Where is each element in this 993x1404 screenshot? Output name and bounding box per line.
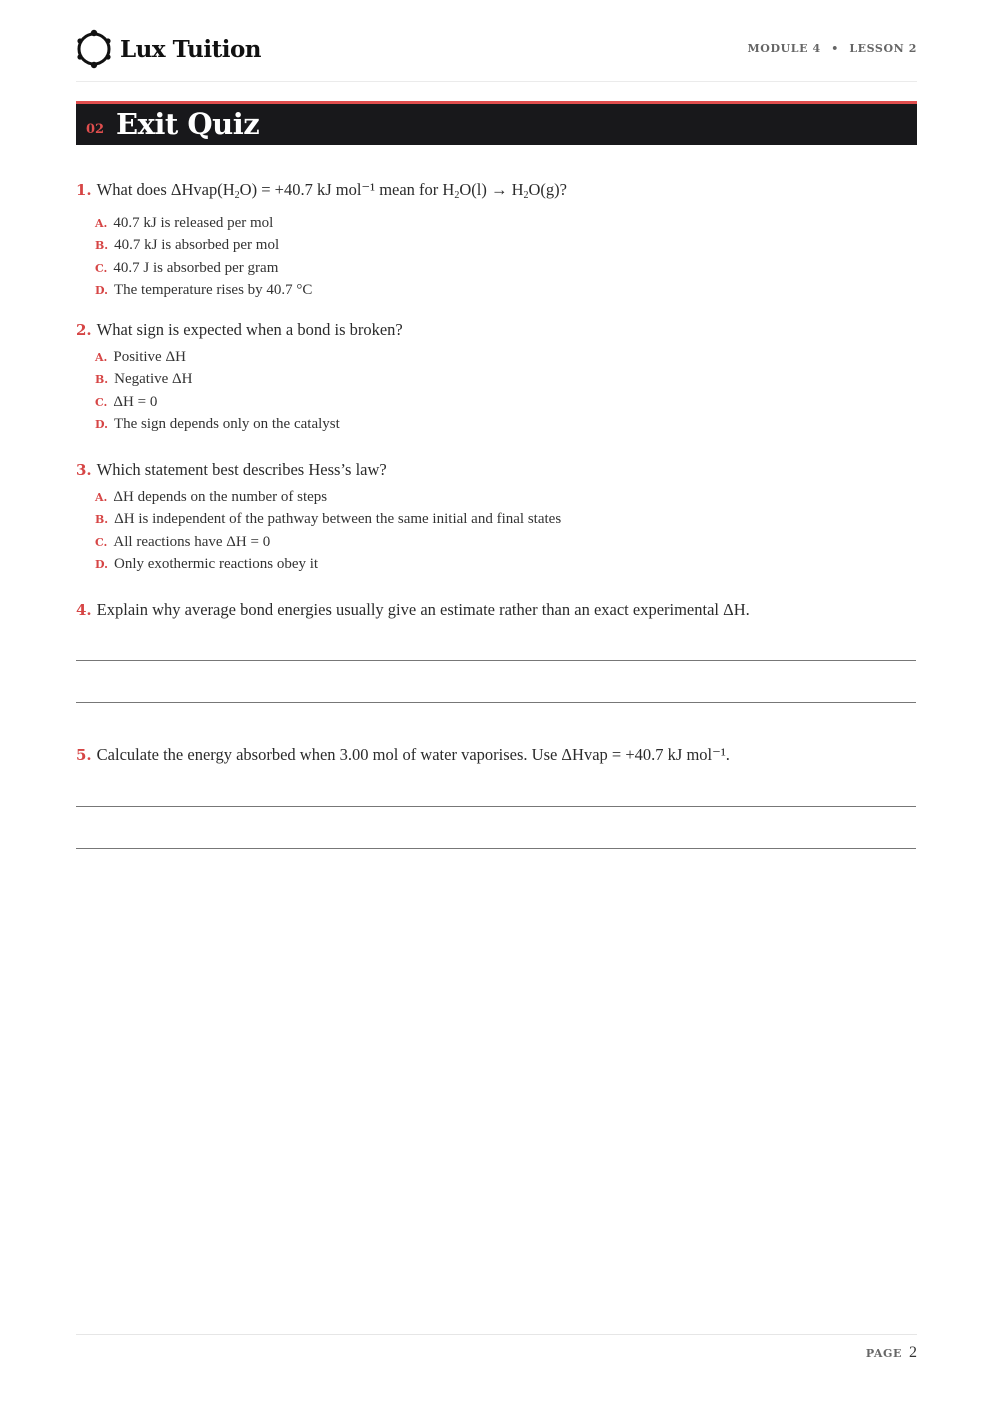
option-text: The temperature rises by 40.7 °C <box>113 281 313 298</box>
question-5 <box>76 745 917 765</box>
page-number: 2 <box>909 1344 917 1361</box>
question-number: 1. <box>76 181 92 199</box>
option-letter: C. <box>95 535 108 549</box>
option-text: Negative ΔH <box>114 371 193 388</box>
page-header <box>76 28 917 72</box>
question-2 <box>76 320 917 435</box>
module-lesson-tag <box>748 42 918 55</box>
option-d[interactable] <box>95 279 917 301</box>
option-d[interactable] <box>95 553 917 575</box>
option-letter: D. <box>95 557 108 571</box>
stem-text: Which statement best describes Hess’s law? <box>96 460 387 479</box>
option-letter: D. <box>95 417 108 431</box>
subscript: 2 <box>523 190 529 201</box>
option-letter: B. <box>95 239 109 253</box>
stem-text: Calculate the energy absorbed when 3.00 mol of water vaporises. Use ΔHvap = +40.7 kJ mol⁻¹. <box>96 745 730 764</box>
option-text: All reactions have ΔH = 0 <box>113 533 271 550</box>
option-letter: B. <box>95 373 109 387</box>
stem-text: Explain why average bond energies usually give an estimate rather than an exact experimental ΔH. <box>96 600 750 619</box>
question-number: 5. <box>76 746 92 764</box>
page-footer <box>866 1344 917 1362</box>
option-letter: A. <box>95 491 108 504</box>
option-c[interactable] <box>95 391 917 413</box>
answer-line[interactable] <box>76 702 916 703</box>
option-a[interactable] <box>95 212 917 234</box>
stem-text: O(l) → H <box>459 180 524 199</box>
question-4 <box>76 600 917 620</box>
question-stem <box>76 600 917 620</box>
option-b[interactable] <box>95 508 917 530</box>
subscript: 2 <box>234 190 240 201</box>
question-stem <box>76 320 917 340</box>
option-b[interactable] <box>95 368 917 390</box>
option-text: ΔH = 0 <box>113 393 158 410</box>
stem-text: O(g)? <box>528 180 567 199</box>
option-list <box>95 486 917 575</box>
question-number: 2. <box>76 321 92 339</box>
option-letter: C. <box>95 261 108 275</box>
page-label: PAGE <box>865 1347 902 1360</box>
option-letter: A. <box>95 351 108 364</box>
answer-line[interactable] <box>76 660 916 661</box>
option-d[interactable] <box>95 413 917 435</box>
question-number: 3. <box>76 461 92 479</box>
stem-text: What sign is expected when a bond is broken? <box>96 320 403 339</box>
subscript: 2 <box>454 190 460 201</box>
option-letter: A. <box>95 217 108 230</box>
question-3 <box>76 460 917 575</box>
question-stem <box>76 180 917 206</box>
brand <box>76 28 261 70</box>
option-a[interactable] <box>95 346 917 368</box>
lesson-label: LESSON 2 <box>849 42 917 55</box>
stem-text: O) = +40.7 kJ mol⁻¹ mean for H <box>239 180 455 199</box>
option-text: ΔH depends on the number of steps <box>113 489 328 505</box>
logo-icon <box>76 28 112 70</box>
answer-line[interactable] <box>76 806 916 807</box>
option-c[interactable] <box>95 257 917 279</box>
footer-divider <box>76 1334 917 1335</box>
option-c[interactable] <box>95 531 917 553</box>
option-text: 40.7 kJ is absorbed per mol <box>114 237 280 254</box>
option-text: Only exothermic reactions obey it <box>113 555 319 572</box>
option-a[interactable] <box>95 486 917 508</box>
stem-text: What does ΔHvap(H <box>96 180 235 199</box>
option-list <box>95 212 917 301</box>
option-letter: D. <box>95 283 108 297</box>
section-number: 02 <box>86 122 105 137</box>
tag-separator: • <box>831 42 839 55</box>
module-label: MODULE 4 <box>747 42 821 55</box>
section-banner <box>76 101 917 145</box>
question-stem <box>76 745 917 765</box>
option-list <box>95 346 917 435</box>
brand-name: Lux Tuition <box>120 35 262 63</box>
option-letter: B. <box>95 513 109 527</box>
option-text: Positive ΔH <box>113 349 186 365</box>
question-1 <box>76 180 917 301</box>
option-text: The sign depends only on the catalyst <box>113 415 340 432</box>
answer-line[interactable] <box>76 848 916 849</box>
section-title: Exit Quiz <box>116 107 260 141</box>
option-text: 40.7 J is absorbed per gram <box>113 259 279 276</box>
question-stem <box>76 460 917 480</box>
header-divider <box>76 81 917 82</box>
option-letter: C. <box>95 395 108 409</box>
worksheet-page <box>76 0 917 1404</box>
option-b[interactable] <box>95 234 917 256</box>
option-text: ΔH is independent of the pathway between the same initial and final states <box>114 511 562 528</box>
question-number: 4. <box>76 601 92 619</box>
option-text: 40.7 kJ is released per mol <box>113 215 274 231</box>
